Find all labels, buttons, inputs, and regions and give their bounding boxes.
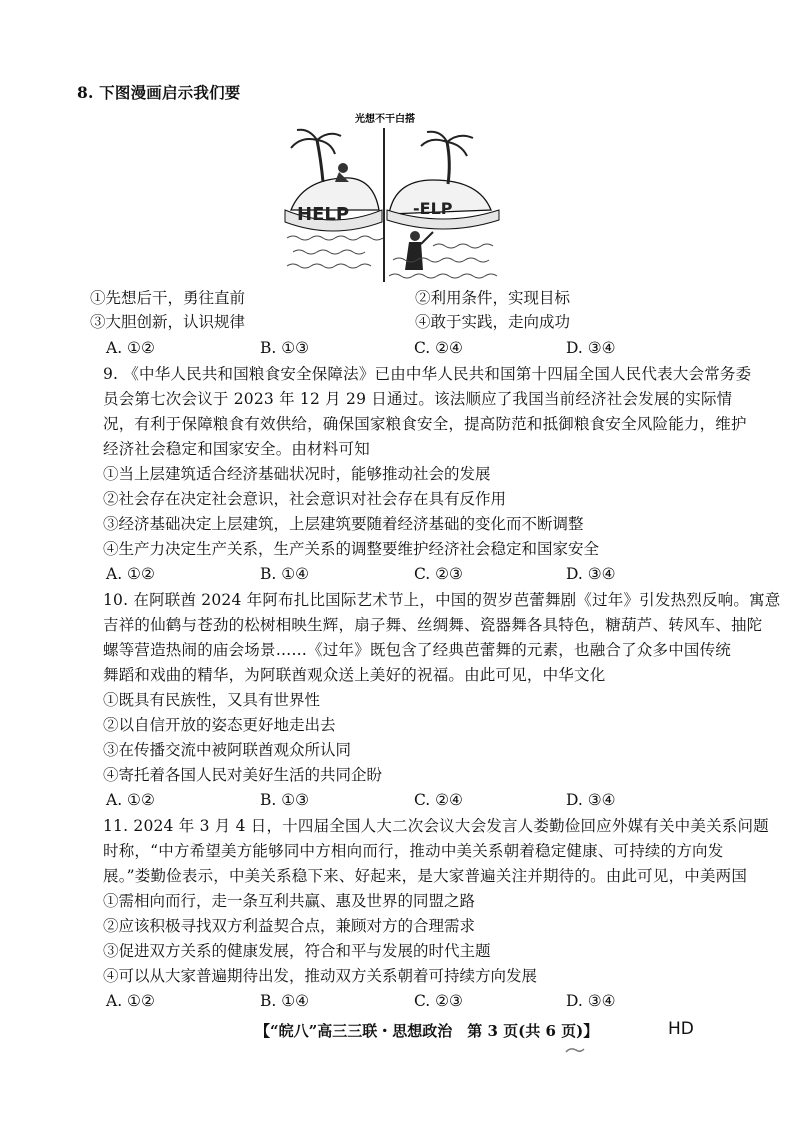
q9-item-3: ③经济基础决定上层建筑，上层建筑要随着经济基础的变化而不断调整	[103, 515, 584, 533]
q11-choice-c: C. ②③	[414, 992, 463, 1010]
q8-choice-c: C. ②④	[414, 339, 463, 357]
q8-choice-d: D. ③④	[566, 339, 616, 357]
q10-choice-d: D. ③④	[566, 791, 616, 809]
q10-item-2: ②以自信开放的姿态更好地走出去	[103, 716, 336, 734]
cartoon-title: 光想不干白搭	[355, 114, 415, 125]
q11-item-3: ③促进双方关系的健康发展，符合和平与发展的时代主题	[103, 942, 491, 960]
q8-item-2: ②利用条件，实现目标	[415, 289, 571, 307]
corner-mark: HD	[668, 1019, 694, 1039]
q9-choice-d: D. ③④	[566, 565, 616, 583]
q11-choice-a: A. ①②	[106, 992, 155, 1010]
q10-choice-c: C. ②④	[414, 791, 463, 809]
q10-item-1: ①既具有民族性，又具有世界性	[103, 691, 321, 709]
q11-choice-d: D. ③④	[566, 992, 616, 1010]
q8-stem: 8. 下图漫画启示我们要	[77, 83, 241, 102]
q10-choice-b: B. ①③	[260, 791, 310, 809]
q10-line-3: 螺等营造热闹的庙会场景……《过年》既包含了经典芭蕾舞的元素，也融合了众多中国传统	[103, 641, 732, 659]
q10-line-1: 10. 在阿联酋 2024 年阿布扎比国际艺术节上，中国的贺岁芭蕾舞剧《过年》引发热烈反响。寓意	[103, 591, 781, 609]
q11-choice-b: B. ①④	[260, 992, 310, 1010]
q10-item-3: ③在传播交流中被阿联酋观众所认同	[103, 741, 352, 759]
q9-line-3: 况，有利于保障粮食有效供给，确保国家粮食安全，提高防范和抵御粮食安全风险能力，维护	[103, 415, 747, 433]
q9-line-1: 9. 《中华人民共和国粮食安全保障法》已由中华人民共和国第十四届全国人民代表大会常务委	[103, 365, 752, 383]
q10-line-4: 舞蹈和戏曲的精华，为阿联酋观众送上美好的祝福。由此可见，中华文化	[103, 666, 606, 684]
q8-item-3: ③大胆创新，认识规律	[90, 313, 246, 331]
q11-item-1: ①需相向而行，走一条互利共赢、惠及世界的同盟之路	[103, 892, 476, 910]
page-footer: 【“皖八”高三三联・思想政治 第 3 页(共 6 页)】	[255, 1022, 599, 1040]
q9-item-1: ①当上层建筑适合经济基础状况时，能够推动社会的发展	[103, 465, 491, 483]
q8-choice-a: A. ①②	[106, 339, 155, 357]
q8-item-4: ④敢于实践，走向成功	[415, 313, 571, 331]
q10-line-2: 吉祥的仙鹤与苍劲的松树相映生辉，扇子舞、丝绸舞、瓷器舞各具特色，糖葫芦、转风车、抽陀	[103, 616, 763, 634]
q10-choice-a: A. ①②	[106, 791, 155, 809]
q11-line-2: 时称，“中方希望美方能够同中方相向而行，推动中美关系朝着稳定健康、可持续的方向发	[103, 842, 724, 860]
scan-smudge-mark	[564, 1046, 588, 1056]
q9-line-2: 员会第七次会议于 2023 年 12 月 29 日通过。该法顺应了我国当前经济社会发展的实际情	[103, 390, 733, 408]
q9-choice-b: B. ①④	[260, 565, 310, 583]
q8-choice-b: B. ①③	[260, 339, 310, 357]
q8-item-1: ①先想后干，勇往直前	[90, 289, 246, 307]
cartoon-illustration	[283, 110, 501, 288]
q9-line-4: 经济社会稳定和国家安全。由材料可知	[103, 440, 370, 458]
help-text-left: HELP	[297, 204, 350, 225]
q11-line-1: 11. 2024 年 3 月 4 日，十四届全国人大二次会议大会发言人娄勤俭回应外媒有关中美关系问题	[103, 817, 769, 835]
q8-cartoon	[283, 110, 501, 288]
q9-choice-a: A. ①②	[106, 565, 155, 583]
q9-item-2: ②社会存在决定社会意识，社会意识对社会存在具有反作用	[103, 490, 507, 508]
q11-item-4: ④可以从大家普遍期待出发，推动双方关系朝着可持续方向发展	[103, 967, 538, 985]
help-text-right: -ELP	[413, 199, 453, 218]
q11-line-3: 展。”娄勤俭表示，中美关系稳下来、好起来，是大家普遍关注并期待的。由此可见，中美两国	[103, 867, 748, 885]
q9-item-4: ④生产力决定生产关系，生产关系的调整要维护经济社会稳定和国家安全	[103, 540, 600, 558]
q10-item-4: ④寄托着各国人民对美好生活的共同企盼	[103, 766, 383, 784]
q11-item-2: ②应该积极寻找双方利益契合点，兼顾对方的合理需求	[103, 917, 476, 935]
q9-choice-c: C. ②③	[414, 565, 463, 583]
